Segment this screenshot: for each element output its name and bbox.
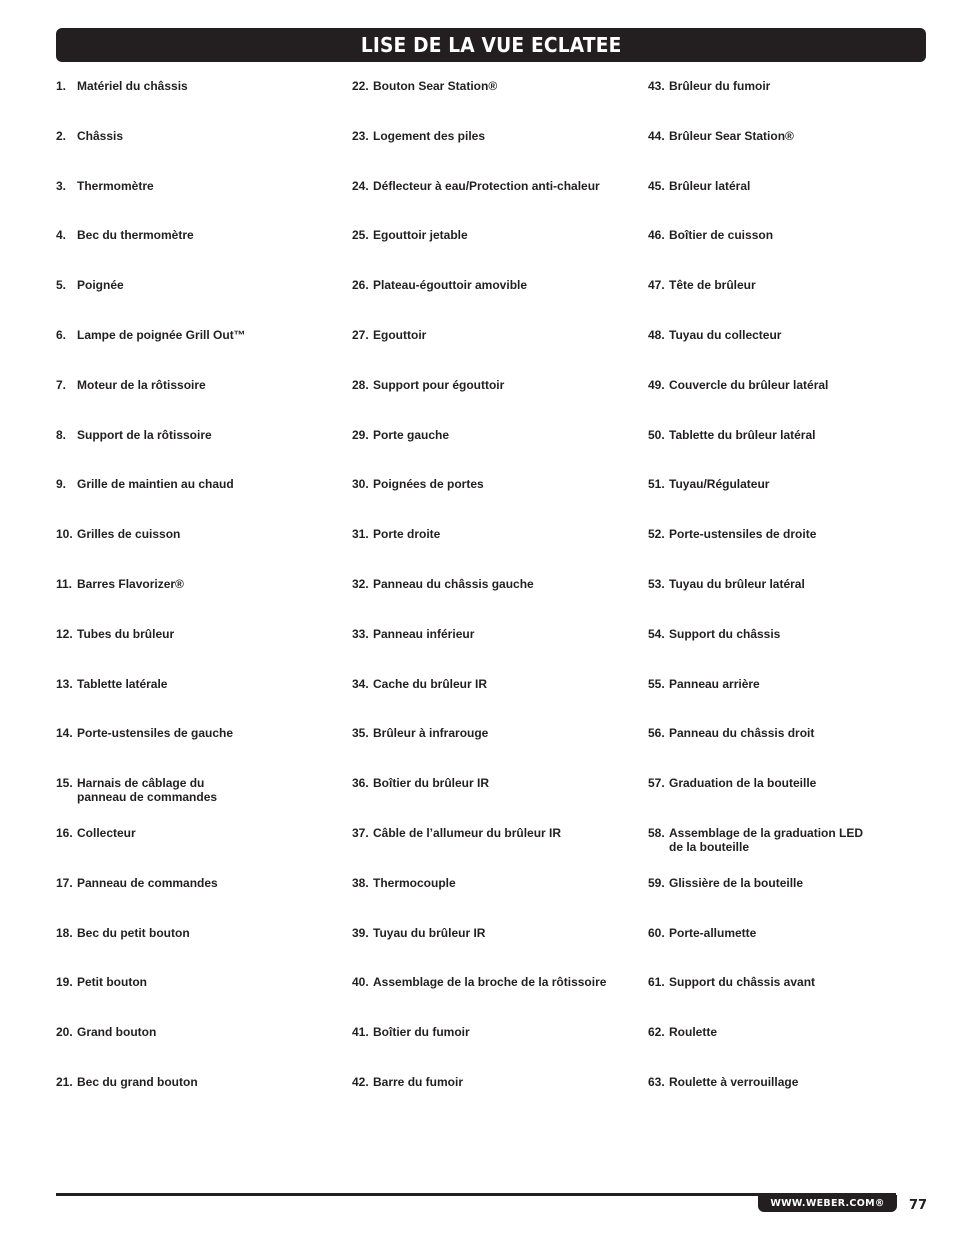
part-list-item [56, 1075, 198, 1089]
part-list-item [352, 428, 449, 442]
part-name: Thermocouple [373, 876, 456, 890]
part-list-item [648, 79, 770, 93]
part-list-item [352, 328, 426, 342]
part-name: Poignées de portes [373, 477, 484, 491]
part-list-item [352, 826, 561, 840]
part-name: Egouttoir [373, 328, 427, 342]
part-list-item [56, 926, 190, 940]
part-list-item [352, 577, 534, 591]
part-number: 57. [648, 776, 665, 790]
part-number: 61. [648, 975, 665, 989]
part-number: 40. [352, 975, 369, 989]
part-name: Cache du brûleur IR [373, 677, 488, 691]
part-name: Tablette du brûleur latéral [669, 428, 816, 442]
part-name: Tablette latérale [77, 677, 168, 691]
part-number: 36. [352, 776, 369, 790]
part-number: 17. [56, 876, 73, 890]
part-name: Châssis [77, 129, 124, 143]
part-number: 38. [352, 876, 369, 890]
part-list-item [56, 527, 180, 541]
part-name: Barres Flavorizer® [77, 577, 184, 591]
part-list-item [56, 975, 147, 989]
part-name: Déflecteur à eau/Protection anti-chaleur [373, 179, 600, 193]
part-name: Poignée [77, 278, 124, 292]
part-number: 19. [56, 975, 73, 989]
part-list-item [648, 627, 780, 641]
part-number: 32. [352, 577, 369, 591]
part-number: 37. [352, 826, 369, 840]
page-title: LISE DE LA VUE ECLATEE [360, 33, 622, 57]
part-number: 59. [648, 876, 665, 890]
part-number: 9. [56, 477, 67, 491]
part-number: 50. [648, 428, 665, 442]
part-name: Bouton Sear Station® [373, 79, 498, 93]
part-list-item [56, 179, 154, 193]
part-name: Panneau inférieur [373, 627, 475, 641]
part-number: 14. [56, 726, 73, 740]
part-list-item [352, 1075, 463, 1089]
part-number: 53. [648, 577, 665, 591]
part-number: 31. [352, 527, 369, 541]
part-name: Grilles de cuisson [77, 527, 181, 541]
part-number: 45. [648, 179, 665, 193]
page-number: 77 [909, 1198, 928, 1213]
part-name: Boîtier du brûleur IR [373, 776, 490, 790]
part-list-item [56, 577, 184, 591]
part-name: Tuyau du collecteur [669, 328, 782, 342]
part-number: 55. [648, 677, 665, 691]
footer-url-badge [758, 1195, 897, 1212]
part-name: Egouttoir jetable [373, 228, 468, 242]
part-number: 43. [648, 79, 665, 93]
part-list-item [648, 428, 815, 442]
part-name: Tuyau du brûleur IR [373, 926, 486, 940]
part-number: 8. [56, 428, 67, 442]
part-list-item [352, 975, 606, 989]
part-list-item [648, 677, 760, 691]
part-list-item [648, 1075, 798, 1089]
part-list-item [648, 527, 816, 541]
part-name: Grand bouton [77, 1025, 157, 1039]
part-name: Glissière de la bouteille [669, 876, 804, 890]
part-name: Brûleur Sear Station® [669, 129, 794, 143]
part-name: Bec du petit bouton [77, 926, 190, 940]
part-name: Tuyau du brûleur latéral [669, 577, 805, 591]
part-list-item [352, 179, 600, 193]
part-name: Porte droite [373, 527, 441, 541]
part-list-item [352, 129, 485, 143]
part-number: 24. [352, 179, 369, 193]
part-number: 22. [352, 79, 369, 93]
part-number: 35. [352, 726, 369, 740]
part-list-item [56, 726, 233, 740]
part-name: Brûleur à infrarouge [373, 726, 489, 740]
part-list-item [56, 278, 124, 292]
part-number: 60. [648, 926, 665, 940]
part-name: Thermomètre [77, 179, 154, 193]
part-number: 39. [352, 926, 369, 940]
part-list-item [352, 1025, 470, 1039]
part-name: Tubes du brûleur [77, 627, 175, 641]
part-number: 11. [56, 577, 73, 591]
part-number: 21. [56, 1075, 73, 1089]
part-number: 62. [648, 1025, 665, 1039]
part-number: 42. [352, 1075, 369, 1089]
part-name: Matériel du châssis [77, 79, 188, 93]
part-number: 26. [352, 278, 369, 292]
part-name: Porte-ustensiles de gauche [77, 726, 234, 740]
part-number: 13. [56, 677, 73, 691]
part-number: 3. [56, 179, 67, 193]
part-list-item [352, 378, 504, 392]
part-number: 25. [352, 228, 369, 242]
part-list-item [352, 228, 468, 242]
part-name: Collecteur [77, 826, 136, 840]
part-list-item [648, 577, 805, 591]
part-list-item [648, 826, 863, 854]
part-name: Boîtier du fumoir [373, 1025, 470, 1039]
part-list-item [56, 378, 206, 392]
part-list-item [648, 926, 756, 940]
part-list-item [648, 726, 814, 740]
part-list-item [56, 1025, 156, 1039]
part-name: Support du châssis avant [669, 975, 816, 989]
part-number: 63. [648, 1075, 665, 1089]
part-list-item [56, 826, 136, 840]
part-list-item [352, 527, 440, 541]
part-name: Bec du grand bouton [77, 1075, 198, 1089]
part-name: Panneau du châssis droit [669, 726, 815, 740]
part-name: Panneau de commandes [77, 876, 218, 890]
part-list-item [56, 228, 194, 242]
part-list-item [56, 477, 234, 491]
part-list-item [56, 129, 123, 143]
part-list-item [56, 627, 174, 641]
part-list-item [56, 776, 217, 804]
part-name: Graduation de la bouteille [669, 776, 817, 790]
part-list-item [352, 79, 497, 93]
part-number: 12. [56, 627, 73, 641]
part-list-item [648, 228, 773, 242]
part-number: 23. [352, 129, 369, 143]
part-name: Panneau du châssis gauche [373, 577, 534, 591]
part-name: Brûleur du fumoir [669, 79, 771, 93]
part-number: 47. [648, 278, 665, 292]
part-number: 48. [648, 328, 665, 342]
part-number: 56. [648, 726, 665, 740]
part-name: Support du châssis [669, 627, 781, 641]
part-name: Brûleur latéral [669, 179, 751, 193]
part-name: Lampe de poignée Grill Out™ [77, 328, 246, 342]
part-list-item [56, 79, 188, 93]
part-name: Moteur de la rôtissoire [77, 378, 206, 392]
part-list-item [648, 179, 750, 193]
part-list-item [352, 926, 485, 940]
part-name: Petit bouton [77, 975, 147, 989]
part-list-item [352, 677, 487, 691]
part-name: Roulette [669, 1025, 717, 1039]
part-number: 7. [56, 378, 67, 392]
part-number: 10. [56, 527, 73, 541]
part-number: 28. [352, 378, 369, 392]
title-bar [56, 28, 926, 62]
part-name: Porte-ustensiles de droite [669, 527, 817, 541]
part-number: 18. [56, 926, 73, 940]
part-number: 20. [56, 1025, 73, 1039]
footer-url: WWW.WEBER.COM® [770, 1198, 885, 1209]
part-number: 1. [56, 79, 67, 93]
part-name: Plateau-égouttoir amovible [373, 278, 528, 292]
part-number: 6. [56, 328, 67, 342]
part-name: Roulette à verrouillage [669, 1075, 799, 1089]
part-number: 29. [352, 428, 369, 442]
part-number: 34. [352, 677, 369, 691]
part-list-item [352, 477, 484, 491]
part-list-item [352, 776, 489, 790]
part-list-item [56, 876, 218, 890]
part-name: Câble de l’allumeur du brûleur IR [373, 826, 562, 840]
part-name: Support pour égouttoir [373, 378, 505, 392]
part-number: 15. [56, 776, 73, 790]
part-list-item [352, 726, 488, 740]
part-list-item [56, 677, 167, 691]
part-list-item [648, 876, 803, 890]
part-number: 51. [648, 477, 665, 491]
part-list-item [648, 975, 815, 989]
part-list-item [648, 129, 794, 143]
part-list-item [56, 428, 212, 442]
part-list-item [56, 328, 246, 342]
part-number: 33. [352, 627, 369, 641]
part-name: Tuyau/Régulateur [669, 477, 770, 491]
part-name: Grille de maintien au chaud [77, 477, 234, 491]
part-list-item [648, 278, 756, 292]
part-number: 2. [56, 129, 67, 143]
part-list-item [352, 278, 527, 292]
part-number: 44. [648, 129, 665, 143]
part-number: 5. [56, 278, 67, 292]
part-number: 58. [648, 826, 665, 840]
part-name: Support de la rôtissoire [77, 428, 212, 442]
part-list-item [648, 776, 816, 790]
part-name: Porte gauche [373, 428, 450, 442]
part-name: Logement des piles [373, 129, 486, 143]
part-number: 41. [352, 1025, 369, 1039]
part-name: Boîtier de cuisson [669, 228, 774, 242]
part-list-item [648, 378, 828, 392]
part-list-item [648, 328, 781, 342]
part-name: Barre du fumoir [373, 1075, 464, 1089]
part-name: Porte-allumette [669, 926, 757, 940]
part-number: 52. [648, 527, 665, 541]
part-list-item [352, 627, 474, 641]
part-name: Panneau arrière [669, 677, 760, 691]
part-number: 54. [648, 627, 665, 641]
part-number: 46. [648, 228, 665, 242]
part-name: Harnais de câblage du panneau de commandes [77, 776, 218, 804]
part-name: Assemblage de la broche de la rôtissoire [373, 975, 607, 989]
part-number: 27. [352, 328, 369, 342]
part-number: 30. [352, 477, 369, 491]
part-name: Couvercle du brûleur latéral [669, 378, 829, 392]
part-number: 16. [56, 826, 73, 840]
part-number: 49. [648, 378, 665, 392]
part-name: Bec du thermomètre [77, 228, 194, 242]
part-list-item [648, 477, 769, 491]
part-name: Assemblage de la graduation LED de la bouteille [669, 826, 864, 854]
part-list-item [648, 1025, 717, 1039]
part-number: 4. [56, 228, 67, 242]
part-list-item [352, 876, 456, 890]
part-name: Tête de brûleur [669, 278, 756, 292]
